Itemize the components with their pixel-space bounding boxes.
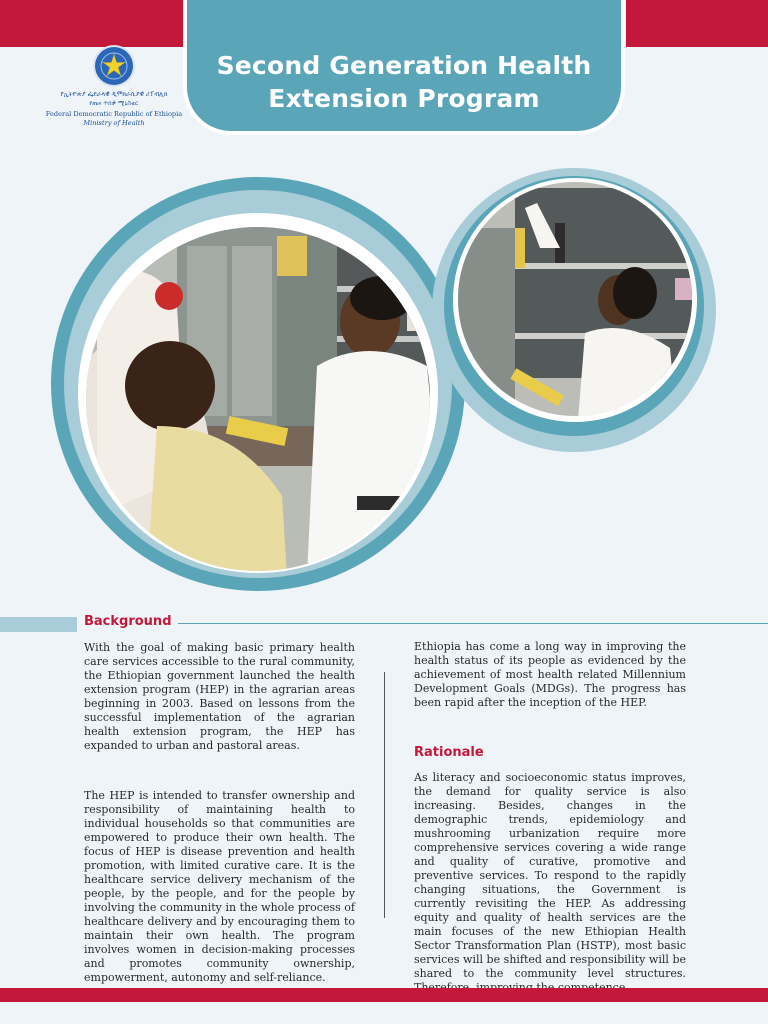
- title-line-1: Second Generation Health: [216, 51, 592, 80]
- ministry-name-amharic-line2: የጤና ጥበቃ ሚኒስቴር: [89, 100, 139, 107]
- footer-red-bar: [0, 988, 768, 1002]
- page-title: [187, 49, 621, 115]
- photo-health-worker-at-shelf: [425, 168, 723, 452]
- section-tab-decoration: [0, 617, 77, 632]
- background-heading: Background: [84, 614, 172, 629]
- background-paragraph-3: Ethiopia has come a long way in improving the health status of its people as evidenced by the achievement of most health related Millennium Development Goals (MDGs). The progress has been rapid after the inception of the HEP.: [414, 640, 686, 709]
- section-rule: [178, 623, 768, 624]
- column-divider: [384, 672, 385, 918]
- photo-health-worker-with-child: [37, 176, 481, 592]
- rationale-heading: Rationale: [414, 745, 484, 760]
- ministry-name-amharic-line1: የኢትዮጵያ ፌደራላዊ ዲሞክራሲያዊ ሪፐብሊክ: [60, 90, 168, 98]
- star-emblem-icon: [95, 47, 133, 85]
- background-paragraph-1: With the goal of making basic primary health care services accessible to the rural community, the Ethiopian government launched the health extension program (HEP) in the agrarian areas beginning in 2003. Based on lessons from the successful implementation of the agrarian health extension program, the HEP has expanded to urban and pastoral areas.: [84, 641, 355, 752]
- ministry-name-english-line2: Ministry of Health: [83, 119, 145, 127]
- title-line-2: Extension Program: [268, 84, 540, 113]
- header-red-bar-left: [0, 0, 183, 47]
- header-red-bar-right: [626, 0, 768, 47]
- title-banner: [187, 0, 621, 131]
- background-paragraph-2: The HEP is intended to transfer ownership and responsibility of maintaining health to individual households so that communities are empowered to produce their own health. The focus of HEP is disease prevention and health promotion, with limited curative care. It is the healthcare service delivery mechanism of the people, by the people, and for the people by involving the community in the whole process of healthcare delivery and by encouraging them to maintain their own health. The program involves women in decision-making processes and promotes community ownership, empowerment, autonomy and self-reliance.: [84, 789, 355, 984]
- rationale-paragraph: As literacy and socioeconomic status improves, the demand for quality service is also increasing. Besides, changes in the demographic trends, epidemiology and mushrooming urbanization require more comprehensive services covering a wide range and quality of curative, promotive and preventive services. To respond to the rapidly changing situations, the Government is currently revisiting the HEP. As addressing equity and quality of health services are the main focuses of the new Ethiopian Health Sector Transformation Plan (HSTP), most basic services will be shifted and responsibility will be shared to the community level structures.: [414, 771, 686, 980]
- ministry-name-english-line1: Federal Democratic Republic of Ethiopia: [45, 110, 183, 118]
